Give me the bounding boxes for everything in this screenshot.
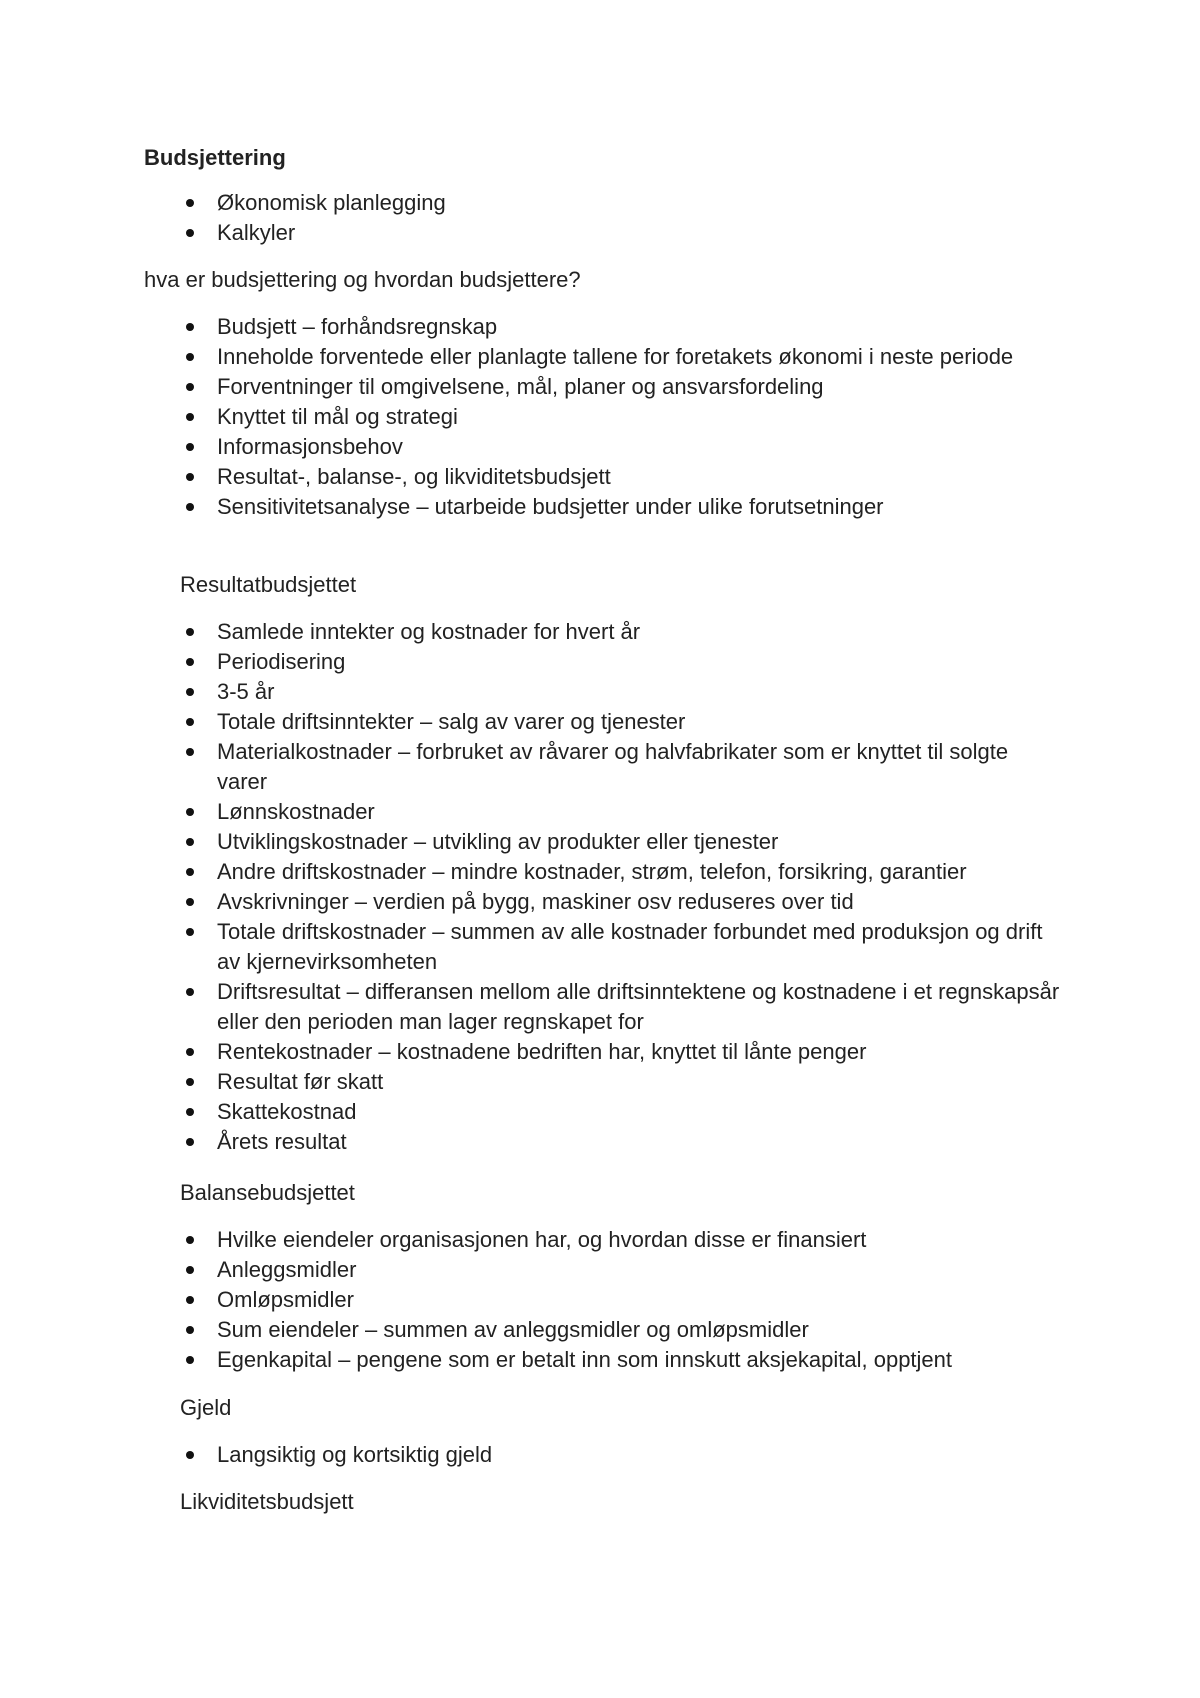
list-item: Informasjonsbehov <box>180 432 1060 462</box>
list-item: Budsjett – forhåndsregnskap <box>180 312 1060 342</box>
question-paragraph: hva er budsjettering og hvordan budsjettere? <box>144 267 581 292</box>
bullet-icon <box>186 443 194 451</box>
bullet-icon <box>186 413 194 421</box>
bullet-icon <box>186 748 194 756</box>
bullet-icon <box>186 503 194 511</box>
bullet-icon <box>186 1296 194 1304</box>
list-item: Årets resultat <box>180 1127 1060 1157</box>
bullet-icon <box>186 808 194 816</box>
list-item: Materialkostnader – forbruket av råvarer og halvfabrikater som er knyttet til solgte varer <box>180 737 1060 797</box>
list-item: Driftsresultat – differansen mellom alle driftsinntektene og kostnadene i et regnskapsår eller den perioden man lager regnskapet for <box>180 977 1060 1037</box>
result-budget-list <box>180 617 1060 1157</box>
bullet-icon <box>186 868 194 876</box>
list-item: Avskrivninger – verdien på bygg, maskiner osv reduseres over tid <box>180 887 1060 917</box>
bullet-icon <box>186 1356 194 1364</box>
list-item: Lønnskostnader <box>180 797 1060 827</box>
bullet-icon <box>186 473 194 481</box>
bullet-icon <box>186 1236 194 1244</box>
bullet-icon <box>186 838 194 846</box>
heading-resultatbudsjettet: Resultatbudsjettet <box>180 572 357 597</box>
bullet-icon <box>186 1326 194 1334</box>
list-item: Andre driftskostnader – mindre kostnader, strøm, telefon, forsikring, garantier <box>180 857 1060 887</box>
list-item: Omløpsmidler <box>180 1285 1060 1315</box>
list-item: Sum eiendeler – summen av anleggsmidler og omløpsmidler <box>180 1315 1060 1345</box>
list-item: Periodisering <box>180 647 1060 677</box>
bullet-icon <box>186 1451 194 1459</box>
bullet-icon <box>186 628 194 636</box>
list-item: Knyttet til mål og strategi <box>180 402 1060 432</box>
list-item: Skattekostnad <box>180 1097 1060 1127</box>
bullet-icon <box>186 688 194 696</box>
list-item: Hvilke eiendeler organisasjonen har, og hvordan disse er finansiert <box>180 1225 1060 1255</box>
list-item: Rentekostnader – kostnadene bedriften har, knyttet til lånte penger <box>180 1037 1060 1067</box>
bullet-icon <box>186 199 194 207</box>
bullet-icon <box>186 718 194 726</box>
bullet-icon <box>186 928 194 936</box>
list-item: Inneholde forventede eller planlagte tallene for foretakets økonomi i neste periode <box>180 342 1060 372</box>
heading-likviditetsbudsjett: Likviditetsbudsjett <box>180 1489 354 1514</box>
bullet-icon <box>186 229 194 237</box>
bullet-icon <box>186 1048 194 1056</box>
list-item: 3-5 år <box>180 677 1060 707</box>
balance-budget-list <box>180 1225 1060 1375</box>
budget-list <box>180 312 1060 522</box>
list-item: Samlede inntekter og kostnader for hvert år <box>180 617 1060 647</box>
list-item: Langsiktig og kortsiktig gjeld <box>180 1440 1060 1470</box>
list-item: Sensitivitetsanalyse – utarbeide budsjetter under ulike forutsetninger <box>180 492 1060 522</box>
bullet-icon <box>186 658 194 666</box>
bullet-icon <box>186 353 194 361</box>
planning-list <box>180 188 1060 248</box>
list-item: Totale driftsinntekter – salg av varer og tjenester <box>180 707 1060 737</box>
list-item: Økonomisk planlegging <box>180 188 1060 218</box>
list-item: Utviklingskostnader – utvikling av produkter eller tjenester <box>180 827 1060 857</box>
list-item: Anleggsmidler <box>180 1255 1060 1285</box>
debt-list <box>180 1440 1060 1470</box>
bullet-icon <box>186 1138 194 1146</box>
list-item: Forventninger til omgivelsene, mål, planer og ansvarsfordeling <box>180 372 1060 402</box>
heading-gjeld: Gjeld <box>180 1395 232 1420</box>
bullet-icon <box>186 1078 194 1086</box>
bullet-icon <box>186 1108 194 1116</box>
bullet-icon <box>186 383 194 391</box>
list-item: Egenkapital – pengene som er betalt inn som innskutt aksjekapital, opptjent <box>180 1345 1060 1375</box>
heading-balansebudsjettet: Balansebudsjettet <box>180 1180 355 1205</box>
list-item: Kalkyler <box>180 218 1060 248</box>
bullet-icon <box>186 1266 194 1274</box>
bullet-icon <box>186 323 194 331</box>
list-item: Totale driftskostnader – summen av alle kostnader forbundet med produksjon og drift av kjernevirksomheten <box>180 917 1060 977</box>
list-item: Resultat-, balanse-, og likviditetsbudsjett <box>180 462 1060 492</box>
document-title: Budsjettering <box>144 145 286 170</box>
bullet-icon <box>186 988 194 996</box>
bullet-icon <box>186 898 194 906</box>
list-item: Resultat før skatt <box>180 1067 1060 1097</box>
